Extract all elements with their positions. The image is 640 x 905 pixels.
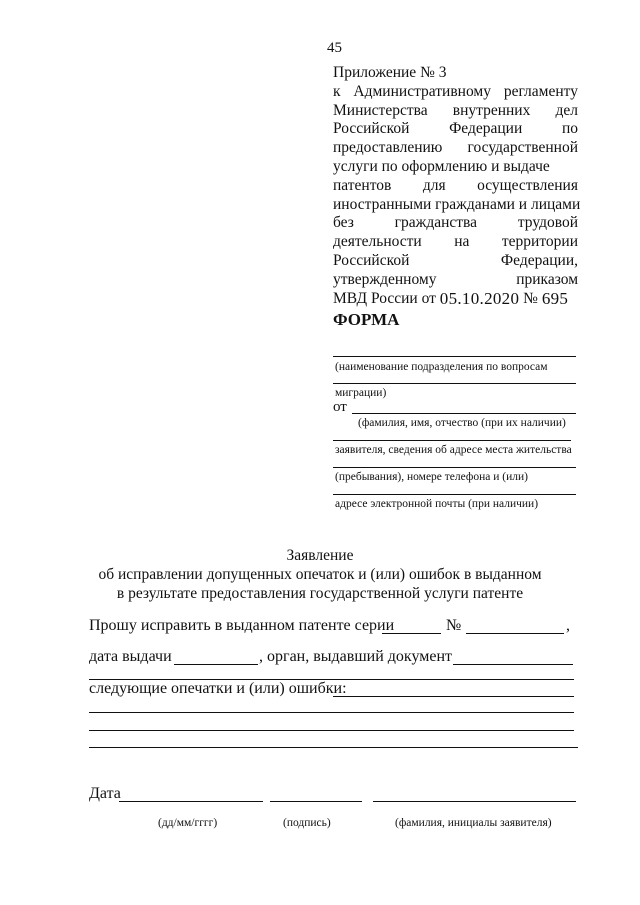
applicant-address-line-1[interactable] <box>333 440 571 441</box>
appendix-line <box>333 195 581 215</box>
appendix-word: трудовой <box>517 214 578 232</box>
from-label: от <box>333 399 347 415</box>
appendix-word: дел <box>555 101 578 119</box>
applicant-address-line-2[interactable] <box>333 467 576 468</box>
appendix-word: Административному <box>353 82 491 100</box>
migration-unit-line-1[interactable] <box>333 356 576 357</box>
appendix-word: услуги по оформлению и выдаче <box>333 157 550 175</box>
appendix-word: внутренних <box>452 101 531 119</box>
appendix-line <box>333 233 578 252</box>
name-caption: (фамилия, инициалы заявителя) <box>395 817 552 829</box>
applicant-name-caption: (фамилия, имя, отчество (при их наличии) <box>358 417 566 429</box>
appendix-word: территории <box>501 233 578 251</box>
order-number-label: № <box>523 289 538 307</box>
appendix-word: гражданства <box>394 214 478 232</box>
signature-caption: (подпись) <box>283 817 331 829</box>
appendix-word: иностранными гражданами и лицами <box>333 195 581 213</box>
patent-number-field[interactable] <box>466 633 564 634</box>
appendix-line <box>333 83 578 102</box>
authority-label: , орган, выдавший документ <box>259 648 453 665</box>
title-line-2: об исправлении допущенных опечаток и (или) ошибок в выданном <box>98 566 542 583</box>
applicant-name-signature-field[interactable] <box>373 801 576 802</box>
applicant-phone-caption: (пребывания), номере телефона и (или) <box>335 471 528 483</box>
appendix-word: Федерации <box>449 120 523 138</box>
date-field[interactable] <box>119 801 263 802</box>
appendix-word: приказом <box>516 270 578 288</box>
applicant-email-line[interactable] <box>333 494 576 495</box>
appendix-word: государственной <box>467 139 578 157</box>
appendix-word: без <box>333 214 354 232</box>
page-number: 45 <box>327 40 342 56</box>
appendix-line <box>333 214 578 233</box>
appendix-line <box>333 177 578 196</box>
appendix-word: осуществления <box>477 176 578 194</box>
appendix-word: Приложение № 3 <box>333 64 447 81</box>
appendix-line <box>333 64 578 83</box>
issue-date-field[interactable] <box>174 664 258 665</box>
appendix-lines <box>333 64 581 290</box>
appendix-line <box>333 139 578 158</box>
order-prefix: МВД России от <box>333 289 436 307</box>
applicant-address-caption: заявителя, сведения об адресе места жительства <box>335 444 572 456</box>
signature-field[interactable] <box>270 801 362 802</box>
errors-field-line-3[interactable] <box>89 730 574 731</box>
appendix-word: регламенту <box>503 82 578 100</box>
request-prefix: Прошу исправить в выданном патенте серии <box>89 617 395 634</box>
appendix-line <box>333 120 578 139</box>
appendix-word: предоставлению <box>333 139 443 157</box>
appendix-line <box>333 271 578 290</box>
appendix-block <box>333 64 581 308</box>
date-label: Дата <box>89 785 121 802</box>
issue-date-label: дата выдачи <box>89 648 172 665</box>
appendix-word: по <box>561 120 578 138</box>
date-caption: (дд/мм/гггг) <box>158 817 218 829</box>
request-comma: , <box>566 617 570 634</box>
appendix-word: патентов <box>333 176 392 194</box>
appendix-line <box>333 158 578 177</box>
appendix-word: Российской <box>333 251 410 269</box>
title-line-3: в результате предоставления государственной услуги патенте <box>116 585 524 602</box>
patent-number-label: № <box>446 617 462 634</box>
appendix-line <box>333 252 578 271</box>
appendix-word: Федерации, <box>500 251 578 269</box>
migration-unit-line-2[interactable] <box>333 383 576 384</box>
authority-field[interactable] <box>453 664 573 665</box>
appendix-word: для <box>422 176 446 194</box>
appendix-word: утвержденному <box>333 270 437 288</box>
title-line-1: Заявление <box>286 547 354 564</box>
applicant-email-caption: адресе электронной почты (при наличии) <box>335 498 539 510</box>
errors-label: следующие опечатки и (или) ошибки: <box>89 680 347 697</box>
errors-field-line-4[interactable] <box>89 747 578 748</box>
order-date: 05.10.2020 <box>439 288 520 308</box>
migration-unit-caption-2: миграции) <box>335 387 387 399</box>
appendix-word: деятельности <box>333 233 422 251</box>
applicant-name-line[interactable] <box>352 413 576 414</box>
appendix-line <box>333 102 578 121</box>
appendix-word: к <box>333 82 341 100</box>
migration-unit-caption: (наименование подразделения по вопросам <box>335 361 548 373</box>
appendix-word: Министерства <box>333 101 428 119</box>
errors-field-line-2[interactable] <box>89 712 574 713</box>
appendix-word: на <box>454 233 470 251</box>
order-number: 695 <box>541 288 569 308</box>
application-title <box>0 546 640 603</box>
form-label: ФОРМА <box>333 310 400 329</box>
patent-series-field[interactable] <box>382 633 441 634</box>
appendix-word: Российской <box>333 120 410 138</box>
errors-field-line-1[interactable] <box>333 696 574 697</box>
appendix-order-line <box>333 290 578 309</box>
